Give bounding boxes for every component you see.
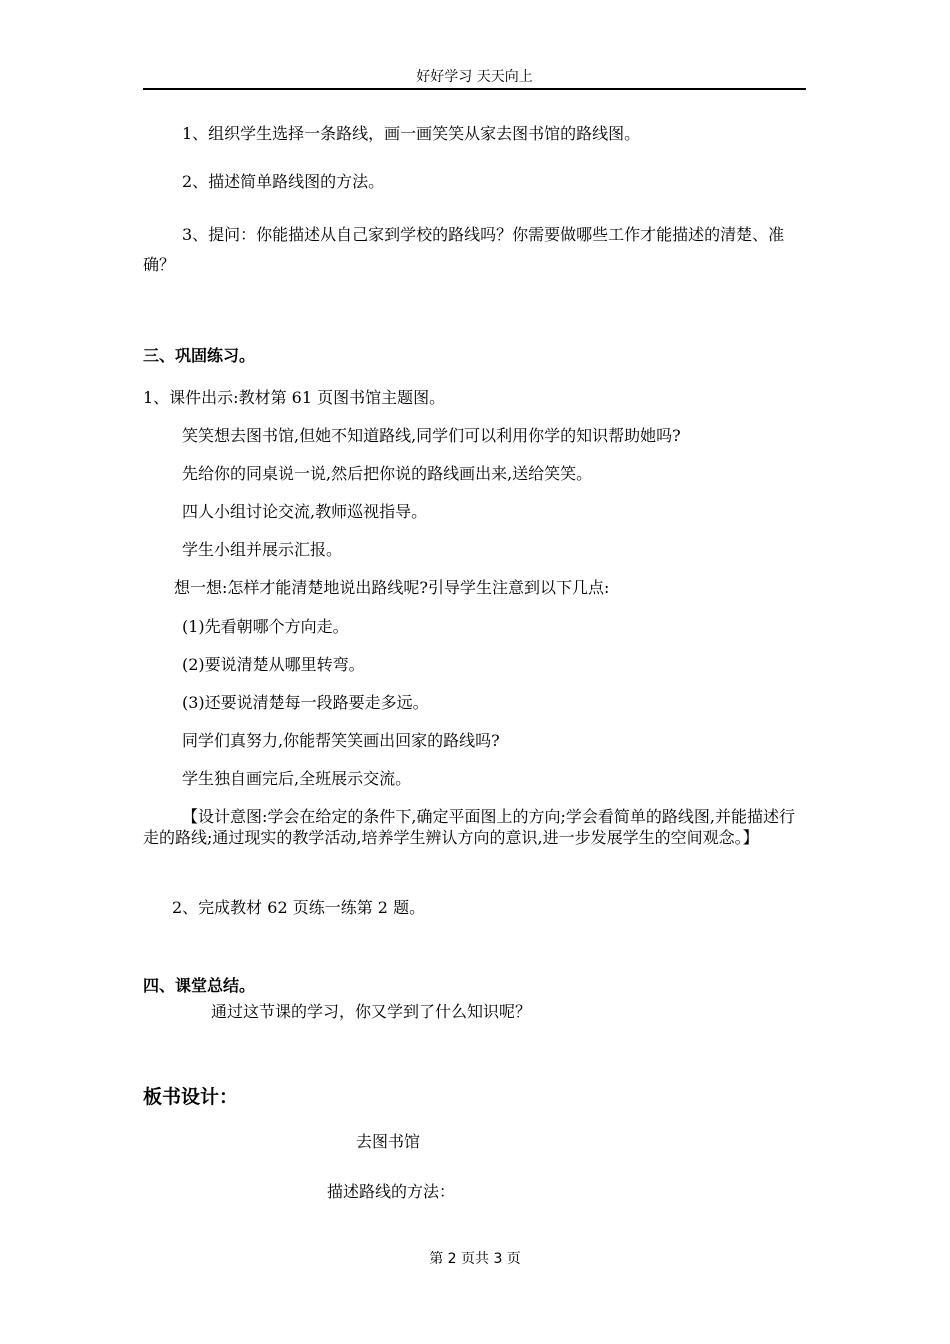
think-prompt: 想一想:怎样才能清楚地说出路线呢?引导学生注意到以下几点: bbox=[174, 578, 610, 597]
step-3: 3、提问：你能描述从自己家到学校的路线吗？你需要做哪些工作才能描述的清楚、准确？ bbox=[143, 225, 785, 274]
board-heading: 板书设计： bbox=[143, 1086, 239, 1108]
paragraph: 学生小组并展示汇报。 bbox=[182, 540, 343, 559]
paragraph: 笑笑想去图书馆,但她不知道路线,同学们可以利用你学的知识帮助她吗? bbox=[182, 426, 681, 445]
page-number: 第 2 页共 3 页 bbox=[429, 1251, 521, 1267]
board-title: 去图书馆 bbox=[356, 1132, 421, 1151]
page-header: 好好学习 天天向上 bbox=[143, 66, 806, 90]
section-3-heading: 三、巩固练习。 bbox=[143, 346, 256, 365]
summary-text: 通过这节课的学习，你又学到了什么知识呢？ bbox=[211, 1002, 532, 1021]
step-1: 1、组织学生选择一条路线，画一画笑笑从家去图书馆的路线图。 bbox=[182, 124, 641, 143]
paragraph: 学生独自画完后,全班展示交流。 bbox=[182, 769, 412, 788]
step-2: 2、描述简单路线图的方法。 bbox=[182, 172, 385, 191]
point-item: (3)还要说清楚每一段路要走多远。 bbox=[182, 693, 429, 712]
board-subtitle: 描述路线的方法： bbox=[327, 1182, 456, 1201]
paragraph: 先给你的同桌说一说,然后把你说的路线画出来,送给笑笑。 bbox=[182, 464, 593, 483]
section-4-heading: 四、课堂总结。 bbox=[143, 976, 256, 995]
point-item: (1)先看朝哪个方向走。 bbox=[182, 617, 349, 636]
section-3-item-1: 1、课件出示:教材第 61 页图书馆主题图。 bbox=[143, 388, 446, 407]
design-intent: 【设计意图:学会在给定的条件下,确定平面图上的方向;学会看简单的路线图,并能描述行走的路线;通过现实的教学活动,培养学生辨认方向的意识,进一步发展学生的空间观念。】 bbox=[143, 807, 795, 847]
section-3-item-2: 2、完成教材 62 页练一练第 2 题。 bbox=[172, 898, 426, 917]
paragraph: 四人小组讨论交流,教师巡视指导。 bbox=[182, 502, 428, 521]
point-item: (2)要说清楚从哪里转弯。 bbox=[182, 655, 365, 674]
paragraph: 同学们真努力,你能帮笑笑画出回家的路线吗? bbox=[182, 731, 500, 750]
